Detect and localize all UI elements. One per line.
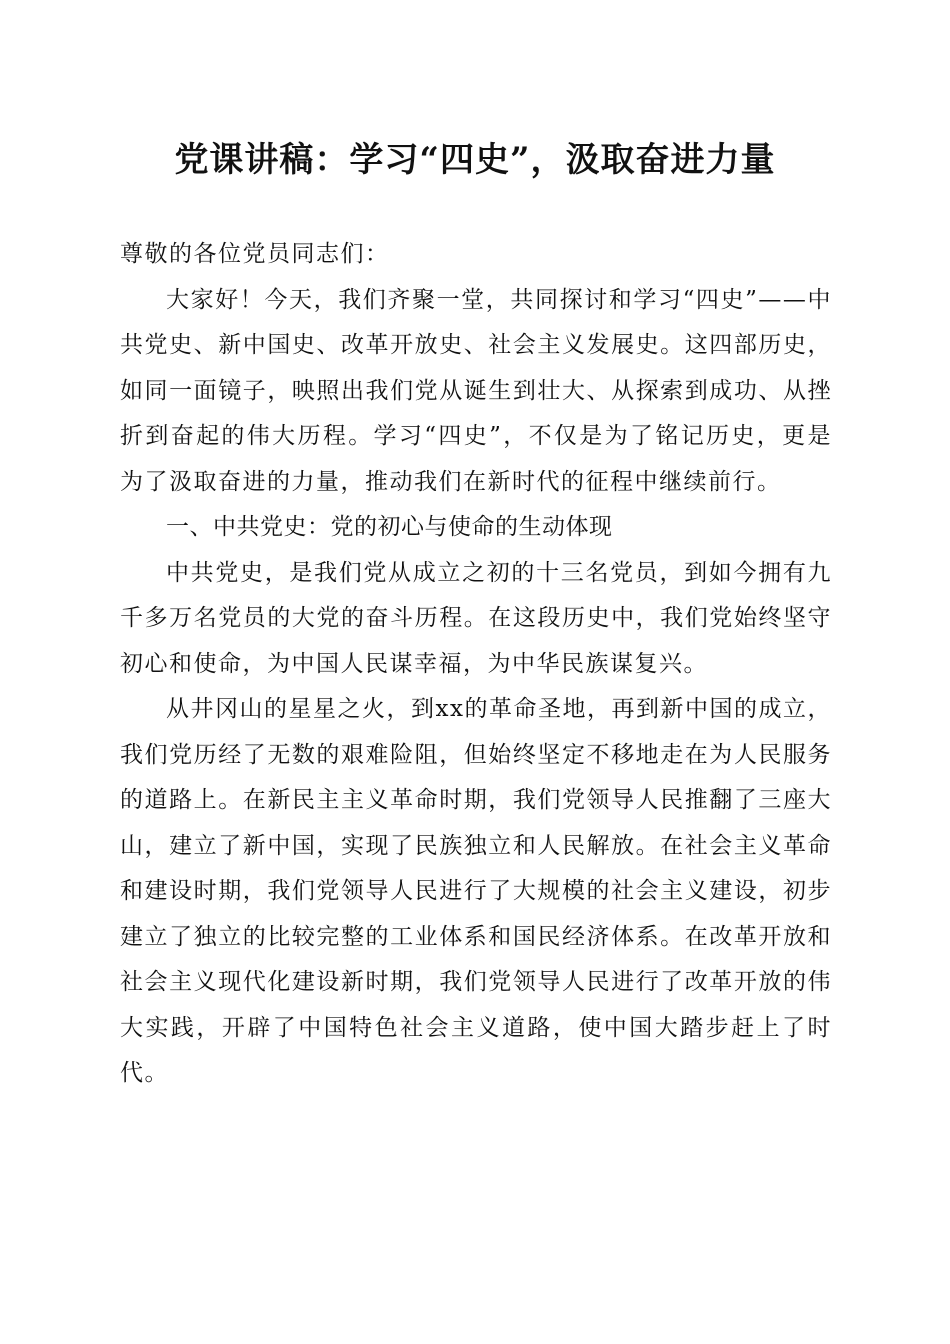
salutation: 尊敬的各位党员同志们：	[120, 241, 390, 267]
paragraph-party-history: 中共党史，是我们党从成立之初的十三名党员，到如今拥有九千多万名党员的大党的奋斗历程。在这段历史中，我们党始终坚守初心和使命，为中国人民谋幸福，为中华民族谋复兴。	[120, 559, 832, 677]
paragraph-intro: 大家好！今天，我们齐聚一堂，共同探讨和学习“四史”——中共党史、新中国史、改革开放史、社会主义发展史。这四部历史，如同一面镜子，映照出我们党从诞生到壮大、从探索到成功、从挫折到奋起的伟大历程。学习“四史”，不仅是为了铭记历史，更是为了汲取奋进的力量，推动我们在新时代的征程中继续前行。	[120, 286, 832, 495]
document-title: 党课讲稿：学习“四史”，汲取奋进力量	[174, 140, 776, 180]
paragraph-revolution-history: 从井冈山的星星之火，到xx的革命圣地，再到新中国的成立，我们党历经了无数的艰难险阻，但始终坚定不移地走在为人民服务的道路上。在新民主主义革命时期，我们党领导人民推翻了三座大山，建立了新中国，实现了民族独立和人民解放。在社会主义革命和建设时期，我们党领导人民进行了大规模的社会主义建设，初步建立了独立的比较完整的工业体系和国民经济体系。在改革开放和社会主义现代化建设新时期，我们党领导人民进行了改革开放的伟大实践，开辟了中国特色社会主义道路，使中国大踏步赶上了时代。	[120, 696, 832, 1086]
section-heading-1: 一、中共党史：党的初心与使命的生动体现	[166, 514, 613, 540]
document-body	[120, 232, 832, 1097]
